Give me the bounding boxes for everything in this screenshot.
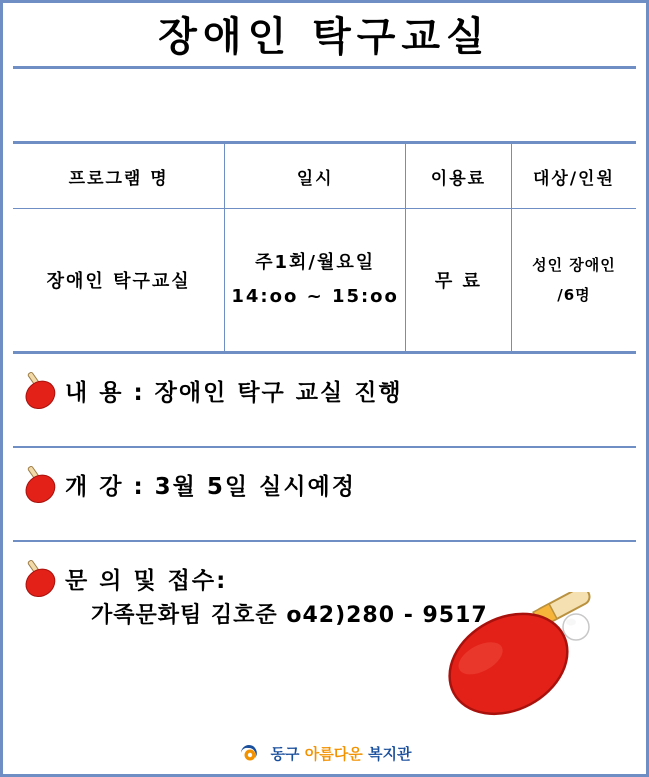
footer-logo <box>3 742 646 764</box>
table-tennis-paddle-icon <box>19 368 61 410</box>
table-row <box>13 209 636 352</box>
poster-content <box>3 3 646 774</box>
target-line-2: /6명 <box>557 286 591 304</box>
table-header-row <box>13 144 636 209</box>
footer-logo-text <box>271 743 412 764</box>
table-header-target: 대상/인원 <box>511 144 636 209</box>
table-tennis-paddle-icon <box>19 556 61 598</box>
table-tennis-paddle-icon <box>19 462 61 504</box>
table-cell-fee: 무 료 <box>405 209 511 352</box>
schedule-line-1: 주1회/월요일 <box>255 251 376 273</box>
detail-row-content-text: 내 용 : 장애인 탁구 교실 진행 <box>65 380 403 406</box>
schedule-line-2: 14:oo ~ 15:oo <box>231 286 399 307</box>
table-header-program: 프로그램 명 <box>13 144 225 209</box>
detail-row-start-date <box>13 448 636 542</box>
detail-row-start-date-text: 개 강 : 3월 5일 실시예정 <box>65 474 356 500</box>
table-cell-schedule <box>225 209 406 352</box>
table-header-fee: 이용료 <box>405 144 511 209</box>
table-cell-program: 장애인 탁구교실 <box>13 209 225 352</box>
poster-title <box>13 3 636 63</box>
poster-title-text: 장애인 탁구교실 <box>158 13 491 60</box>
table-tennis-paddle-illustration <box>448 592 638 722</box>
title-spacer <box>13 69 636 141</box>
table-header-schedule: 일시 <box>225 144 406 209</box>
detail-row-contact-phone: 가족문화팀 김호준 o42)280 - 9517 <box>91 602 488 628</box>
detail-row-content <box>13 354 636 448</box>
footer-text-tail: 복지관 <box>367 744 412 763</box>
dong-gu-logo-icon <box>238 742 264 764</box>
footer-text-accent: 아름다운 <box>304 744 363 763</box>
target-line-1: 성인 장애인 <box>532 256 616 274</box>
detail-row-contact-text: 문 의 및 접수: <box>65 568 228 594</box>
table-cell-target <box>511 209 636 352</box>
footer-text-main: 동구 <box>270 744 300 763</box>
program-table <box>13 141 636 354</box>
